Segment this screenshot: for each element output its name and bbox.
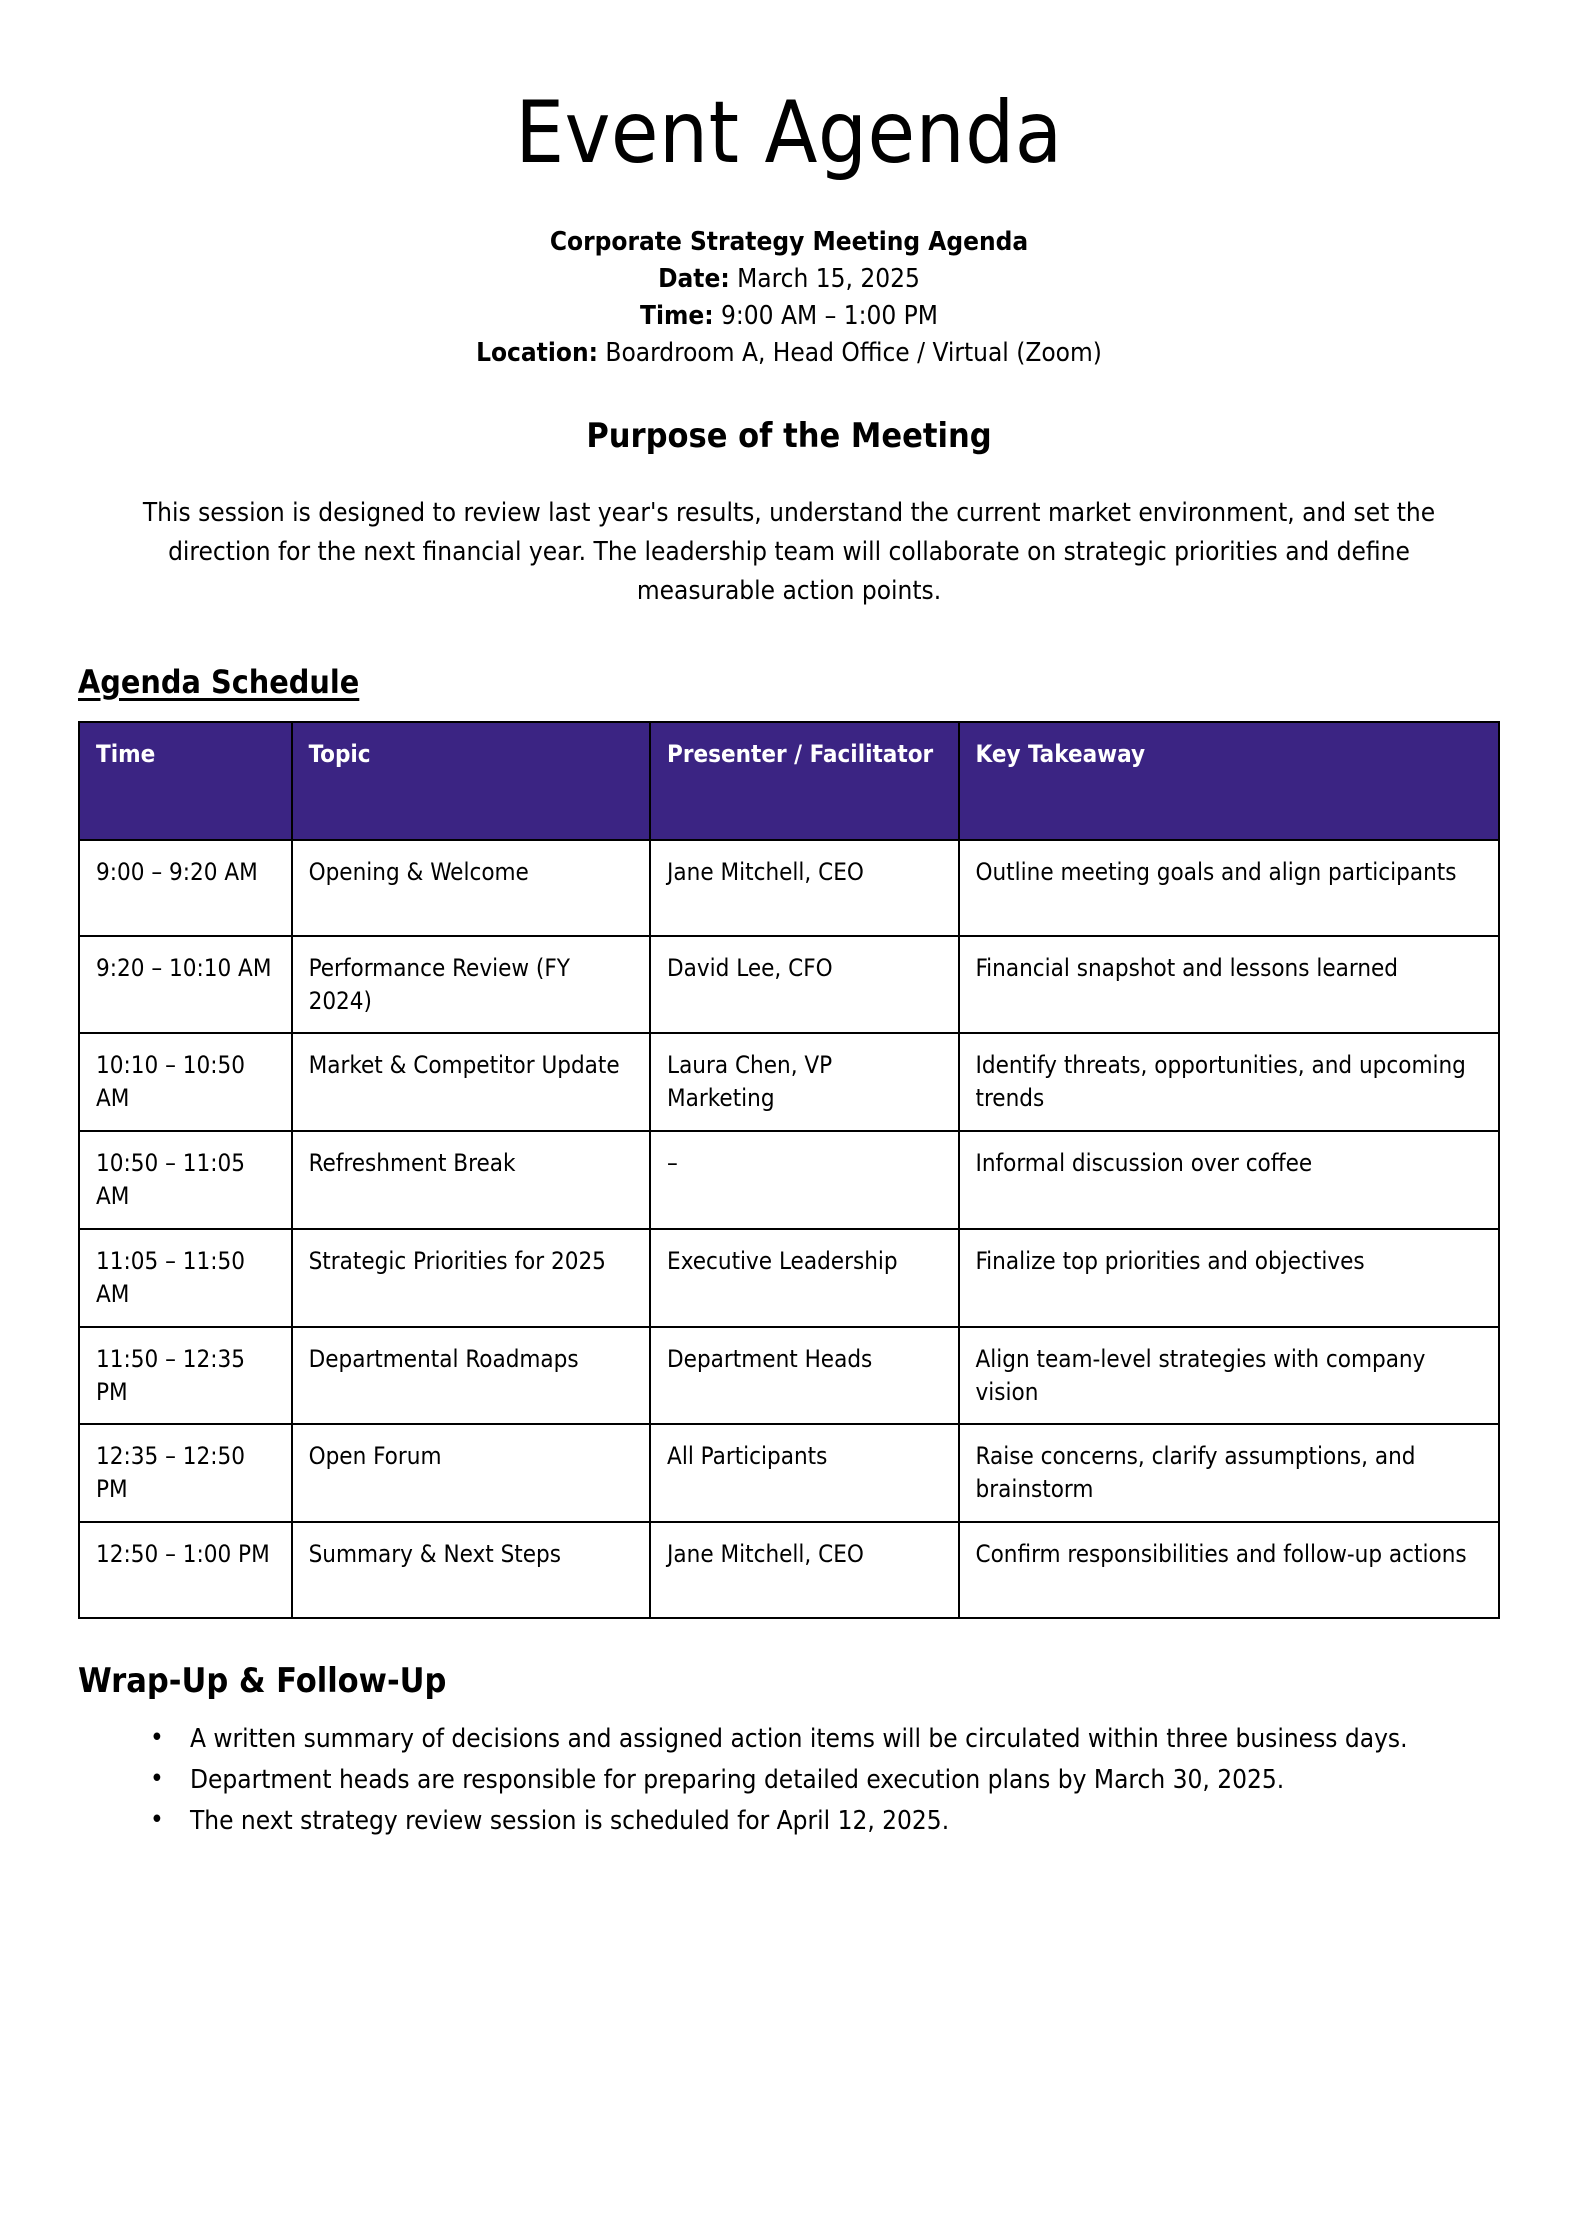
agenda-schedule-table [78, 721, 1500, 1620]
cell-key-takeaway: Informal discussion over coffee [959, 1131, 1500, 1229]
agenda-table-body [79, 840, 1499, 1619]
cell-topic: Opening & Welcome [292, 840, 650, 936]
column-header-presenter: Presenter / Facilitator [650, 722, 958, 840]
cell-key-takeaway: Finalize top priorities and objectives [959, 1229, 1500, 1327]
cell-time: 10:50 – 11:05 AM [79, 1131, 292, 1229]
cell-key-takeaway: Align team-level strategies with company vision [959, 1327, 1500, 1425]
cell-topic: Refreshment Break [292, 1131, 650, 1229]
table-row [79, 1131, 1499, 1229]
meeting-time-line [78, 298, 1500, 335]
meeting-time-value: 9:00 AM – 1:00 PM [713, 300, 938, 331]
agenda-table-header [79, 722, 1499, 840]
cell-presenter: Executive Leadership [650, 1229, 958, 1327]
cell-time: 12:50 – 1:00 PM [79, 1522, 292, 1618]
cell-time: 11:05 – 11:50 AM [79, 1229, 292, 1327]
table-row [79, 936, 1499, 1034]
cell-topic: Departmental Roadmaps [292, 1327, 650, 1425]
column-header-key-takeaway: Key Takeaway [959, 722, 1500, 840]
cell-presenter: All Participants [650, 1424, 958, 1522]
cell-topic: Open Forum [292, 1424, 650, 1522]
column-header-time: Time [79, 722, 292, 840]
list-item: • A written summary of decisions and assigned action items will be circulated within three business days. [150, 1719, 1500, 1760]
table-row [79, 1522, 1499, 1618]
page-title: Event Agenda [515, 83, 1063, 183]
meeting-location-line [78, 335, 1500, 372]
cell-key-takeaway: Confirm responsibilities and follow-up actions [959, 1522, 1500, 1618]
cell-key-takeaway: Identify threats, opportunities, and upcoming trends [959, 1033, 1500, 1131]
cell-time: 11:50 – 12:35 PM [79, 1327, 292, 1425]
meeting-date-value: March 15, 2025 [729, 263, 920, 294]
meeting-subtitle: Corporate Strategy Meeting Agenda [549, 227, 1029, 257]
cell-time: 12:35 – 12:50 PM [79, 1424, 292, 1522]
list-item: • Department heads are responsible for preparing detailed execution plans by March 30, 2025. [150, 1760, 1500, 1801]
cell-presenter: Department Heads [650, 1327, 958, 1425]
cell-presenter: Jane Mitchell, CEO [650, 1522, 958, 1618]
cell-time: 10:10 – 10:50 AM [79, 1033, 292, 1131]
wrapup-list [78, 1719, 1500, 1842]
cell-time: 9:00 – 9:20 AM [79, 840, 292, 936]
cell-presenter: David Lee, CFO [650, 936, 958, 1034]
cell-presenter: Jane Mitchell, CEO [650, 840, 958, 936]
list-item: • The next strategy review session is scheduled for April 12, 2025. [150, 1801, 1500, 1842]
wrapup-heading: Wrap-Up & Follow-Up [78, 1661, 447, 1702]
table-row [79, 1327, 1499, 1425]
purpose-paragraph: This session is designed to review last year's results, understand the current market environment, and set the direction for the next financial year. The leadership team will collaborate on strategic priorities and define measurable action points. [142, 497, 1436, 606]
agenda-schedule-heading: Agenda Schedule [78, 662, 360, 701]
table-row [79, 1033, 1499, 1131]
table-row [79, 1424, 1499, 1522]
meeting-date-line [78, 261, 1500, 298]
cell-presenter: Laura Chen, VP Marketing [650, 1033, 958, 1131]
cell-topic: Summary & Next Steps [292, 1522, 650, 1618]
meeting-date-label: Date: [658, 263, 730, 294]
cell-key-takeaway: Financial snapshot and lessons learned [959, 936, 1500, 1034]
table-row [79, 1229, 1499, 1327]
cell-presenter: – [650, 1131, 958, 1229]
purpose-heading: Purpose of the Meeting [586, 415, 992, 456]
cell-topic: Performance Review (FY 2024) [292, 936, 650, 1034]
cell-time: 9:20 – 10:10 AM [79, 936, 292, 1034]
cell-topic: Market & Competitor Update [292, 1033, 650, 1131]
cell-key-takeaway: Outline meeting goals and align participants [959, 840, 1500, 936]
meeting-location-label: Location: [476, 337, 598, 368]
cell-key-takeaway: Raise concerns, clarify assumptions, and brainstorm [959, 1424, 1500, 1522]
cell-topic: Strategic Priorities for 2025 [292, 1229, 650, 1327]
meeting-location-value: Boardroom A, Head Office / Virtual (Zoom) [597, 337, 1102, 368]
table-row [79, 840, 1499, 936]
meeting-meta-block [78, 224, 1500, 372]
table-header-row [79, 722, 1499, 840]
meeting-time-label: Time: [640, 300, 714, 331]
column-header-topic: Topic [292, 722, 650, 840]
